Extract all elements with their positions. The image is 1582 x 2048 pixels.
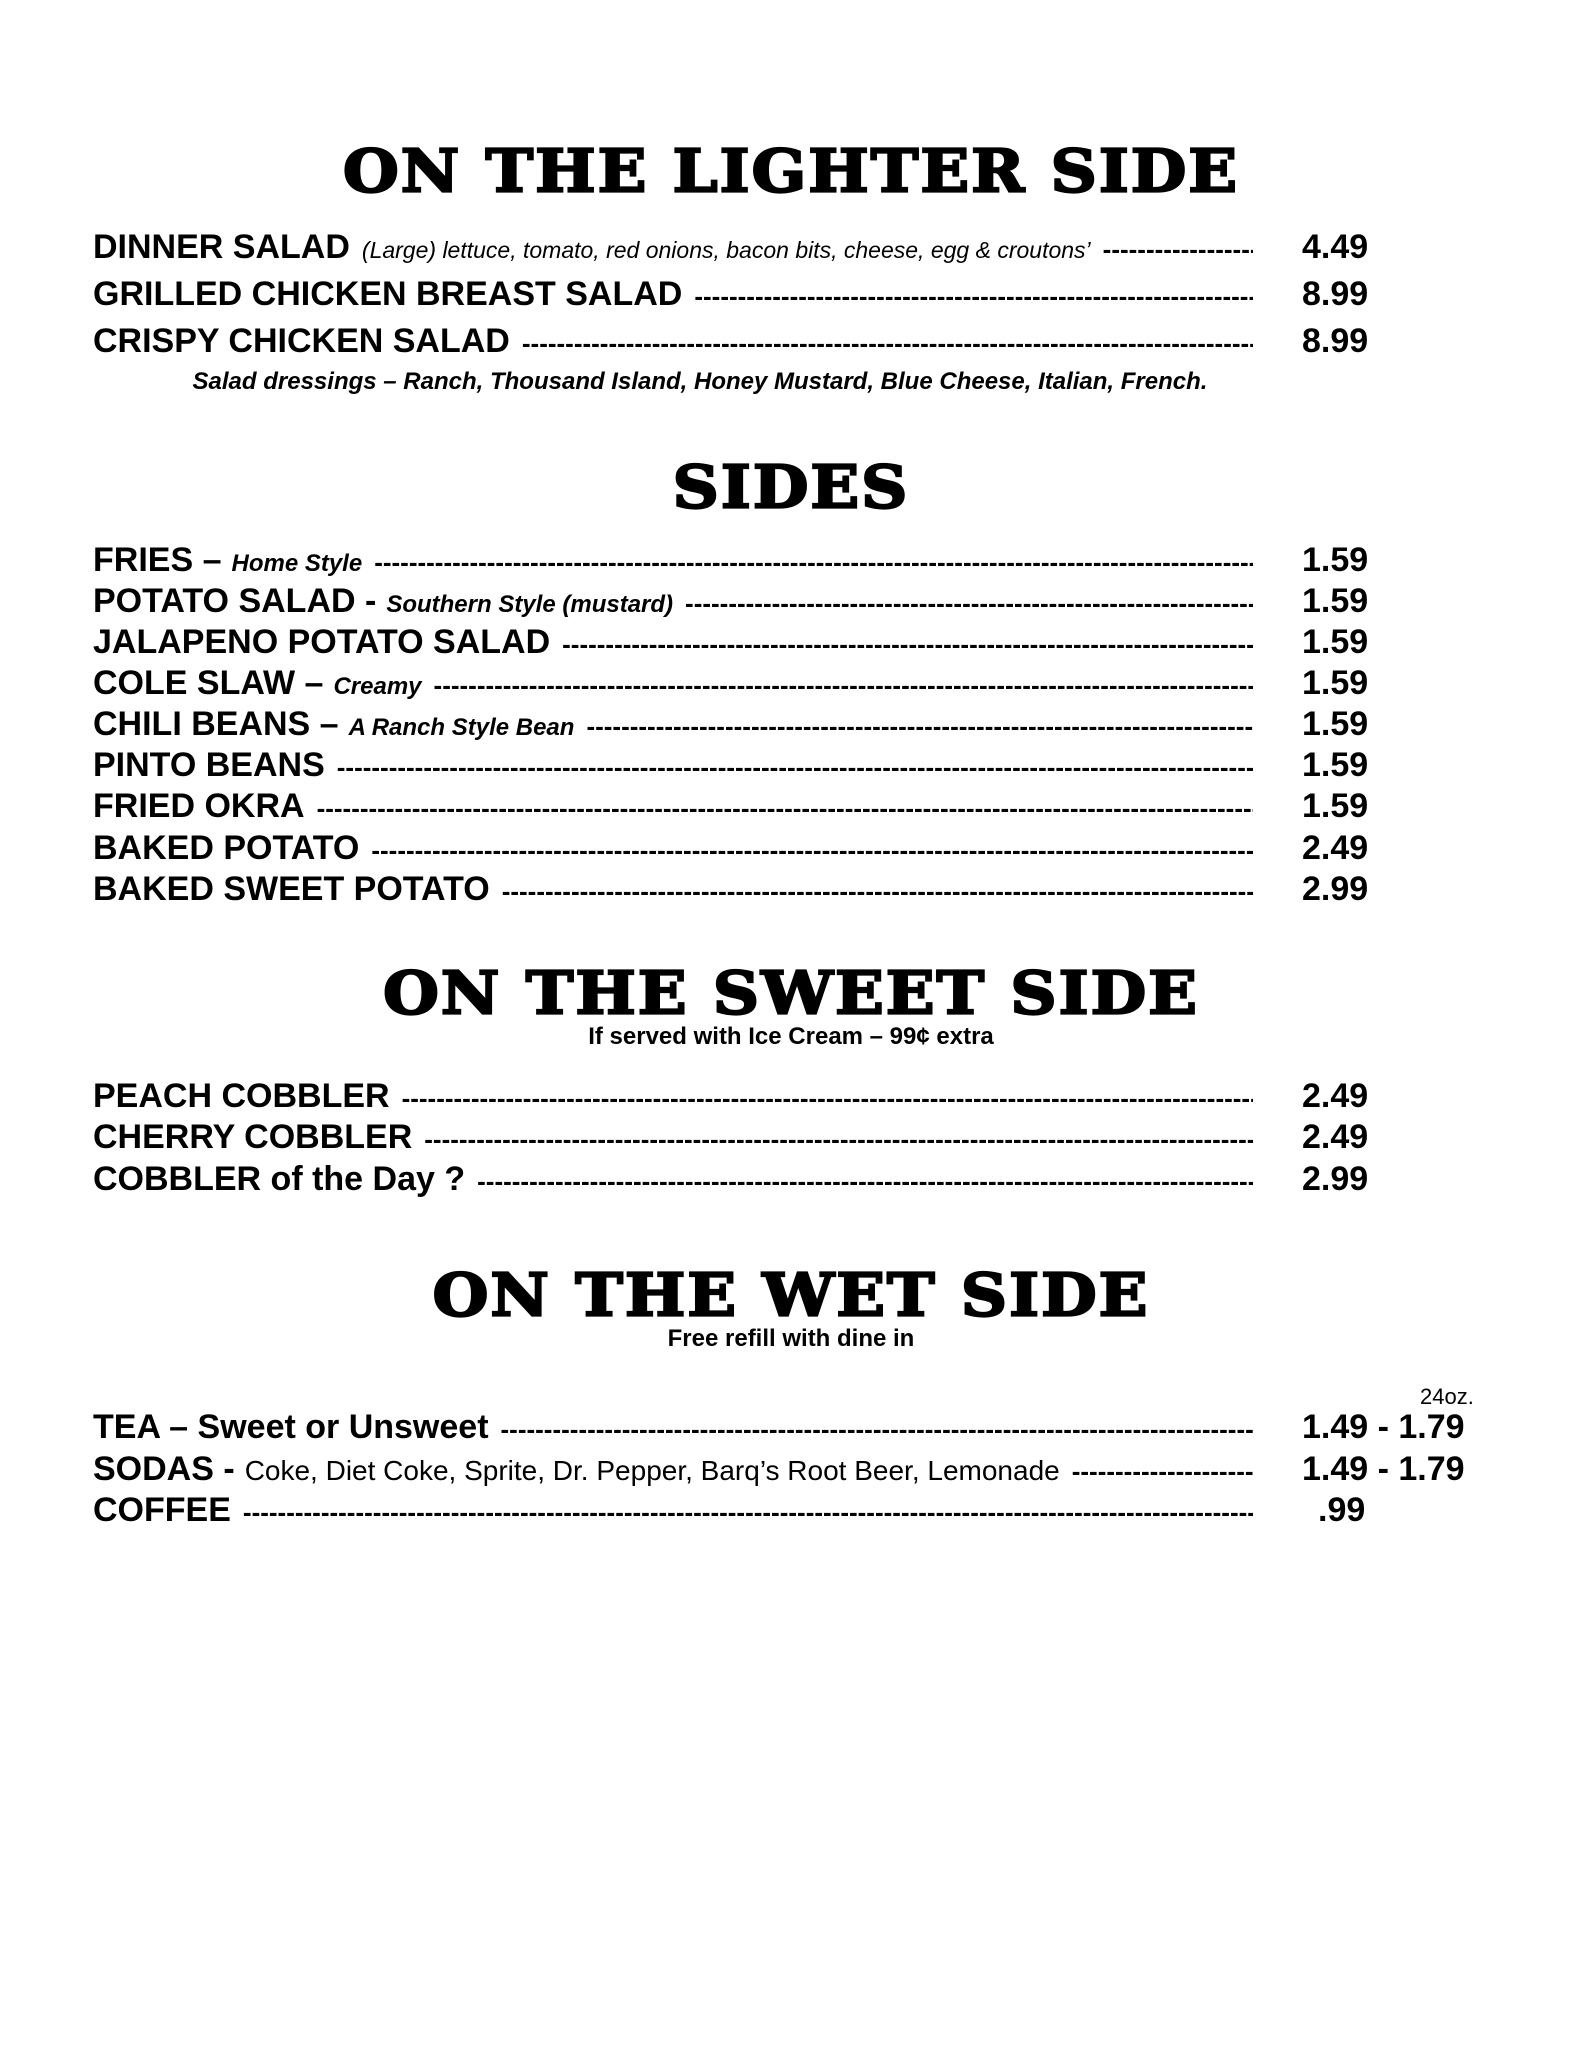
price-grilled-chicken-salad: 8.99 — [1302, 275, 1369, 313]
item-name: PINTO BEANS — [93, 746, 325, 784]
item-name: PEACH COBBLER — [93, 1077, 390, 1115]
leader-dots — [501, 1414, 1253, 1445]
leader-dots — [424, 1124, 1253, 1155]
item-name: POTATO SALAD - — [93, 582, 377, 620]
item-name: CHERRY COBBLER — [93, 1118, 413, 1156]
leader-dots — [562, 629, 1253, 660]
item-name: COFFEE — [93, 1491, 231, 1529]
price-cherry-cobbler: 2.49 — [1302, 1118, 1369, 1156]
item-name: CRISPY CHICKEN SALAD — [93, 322, 510, 360]
menu-item-coffee — [93, 1491, 1253, 1533]
menu-item-chili-beans — [93, 705, 1253, 747]
price-fried-okra: 1.59 — [1302, 787, 1369, 825]
item-name: COLE SLAW – — [93, 664, 324, 702]
menu-item-baked-sweet-potato — [93, 870, 1253, 912]
price-tea: 1.49 - 1.79 — [1302, 1408, 1465, 1446]
sides-heading: SIDES — [672, 453, 910, 523]
lighter-side-heading: ON THE LIGHTER SIDE — [342, 137, 1240, 207]
item-name: BAKED SWEET POTATO — [93, 870, 490, 908]
menu-item-cobbler-of-the-day — [93, 1160, 1253, 1202]
menu-item-potato-salad — [93, 582, 1253, 624]
item-name: DINNER SALAD — [93, 228, 350, 266]
price-baked-potato: 2.49 — [1302, 829, 1369, 867]
item-description: Home Style — [231, 550, 363, 577]
menu-item-grilled-chicken-salad — [93, 275, 1253, 317]
menu-item-tea — [93, 1408, 1253, 1450]
price-pinto-beans: 1.59 — [1302, 746, 1369, 784]
item-description: Southern Style (mustard) — [386, 591, 674, 618]
item-name: COBBLER of the Day ? — [93, 1160, 466, 1198]
menu-item-pinto-beans — [93, 746, 1253, 788]
wet-side-heading: ON THE WET SIDE — [432, 1261, 1150, 1331]
item-description: (Large) lettuce, tomato, red onions, bacon bits, cheese, egg & croutons’ — [361, 237, 1091, 263]
leader-dots — [586, 711, 1253, 742]
wet-side-subtitle: Free refill with dine in — [667, 1325, 915, 1352]
salad-dressings-note: Salad dressings – Ranch, Thousand Island, Honey Mustard, Blue Cheese, Italian, French. — [192, 368, 1208, 395]
leader-dots — [522, 328, 1253, 359]
leader-dots — [1072, 1456, 1253, 1487]
price-potato-salad: 1.59 — [1302, 582, 1369, 620]
item-description: A Ranch Style Bean — [348, 714, 575, 741]
leader-dots — [477, 1166, 1253, 1197]
leader-dots — [685, 588, 1253, 619]
price-dinner-salad: 4.49 — [1302, 228, 1369, 266]
menu-item-cole-slaw — [93, 664, 1253, 706]
sweet-side-subtitle: If served with Ice Cream – 99¢ extra — [588, 1023, 994, 1050]
menu-item-jalapeno-potato-salad — [93, 623, 1253, 665]
menu-item-sodas — [93, 1450, 1253, 1492]
item-name: GRILLED CHICKEN BREAST SALAD — [93, 275, 683, 313]
item-name: CHILI BEANS – — [93, 705, 339, 743]
leader-dots — [694, 281, 1253, 312]
leader-dots — [337, 752, 1253, 783]
menu-item-fries — [93, 541, 1253, 583]
price-fries: 1.59 — [1302, 541, 1369, 579]
menu-item-cherry-cobbler — [93, 1118, 1253, 1160]
price-cobbler-of-the-day: 2.99 — [1302, 1160, 1369, 1198]
size-note: 24oz. — [1420, 1384, 1474, 1409]
menu-item-dinner-salad — [93, 228, 1253, 270]
price-baked-sweet-potato: 2.99 — [1302, 870, 1369, 908]
leader-dots — [502, 876, 1253, 907]
price-peach-cobbler: 2.49 — [1302, 1077, 1369, 1115]
price-jalapeno-potato-salad: 1.59 — [1302, 623, 1369, 661]
leader-dots — [434, 670, 1253, 701]
item-name: FRIES – — [93, 541, 222, 579]
sweet-side-heading: ON THE SWEET SIDE — [383, 959, 1199, 1029]
item-name: SODAS - — [93, 1450, 235, 1488]
leader-dots — [317, 793, 1253, 824]
item-name: BAKED POTATO — [93, 829, 360, 867]
leader-dots — [374, 547, 1253, 578]
menu-item-peach-cobbler — [93, 1077, 1253, 1119]
menu-item-crispy-chicken-salad — [93, 322, 1253, 364]
price-cole-slaw: 1.59 — [1302, 664, 1369, 702]
item-name: TEA – Sweet or Unsweet — [93, 1408, 489, 1446]
price-coffee: .99 — [1318, 1491, 1366, 1529]
price-crispy-chicken-salad: 8.99 — [1302, 322, 1369, 360]
leader-dots — [371, 835, 1253, 866]
price-chili-beans: 1.59 — [1302, 705, 1369, 743]
menu-item-baked-potato — [93, 829, 1253, 871]
item-description: Creamy — [333, 673, 422, 700]
item-description: Coke, Diet Coke, Sprite, Dr. Pepper, Barq’s Root Beer, Lemonade — [244, 1455, 1060, 1486]
leader-dots — [402, 1083, 1253, 1114]
item-name: JALAPENO POTATO SALAD — [93, 623, 551, 661]
price-sodas: 1.49 - 1.79 — [1302, 1450, 1465, 1488]
leader-dots — [1103, 234, 1253, 265]
menu-item-fried-okra — [93, 787, 1253, 829]
leader-dots — [243, 1497, 1253, 1528]
item-name: FRIED OKRA — [93, 787, 305, 825]
